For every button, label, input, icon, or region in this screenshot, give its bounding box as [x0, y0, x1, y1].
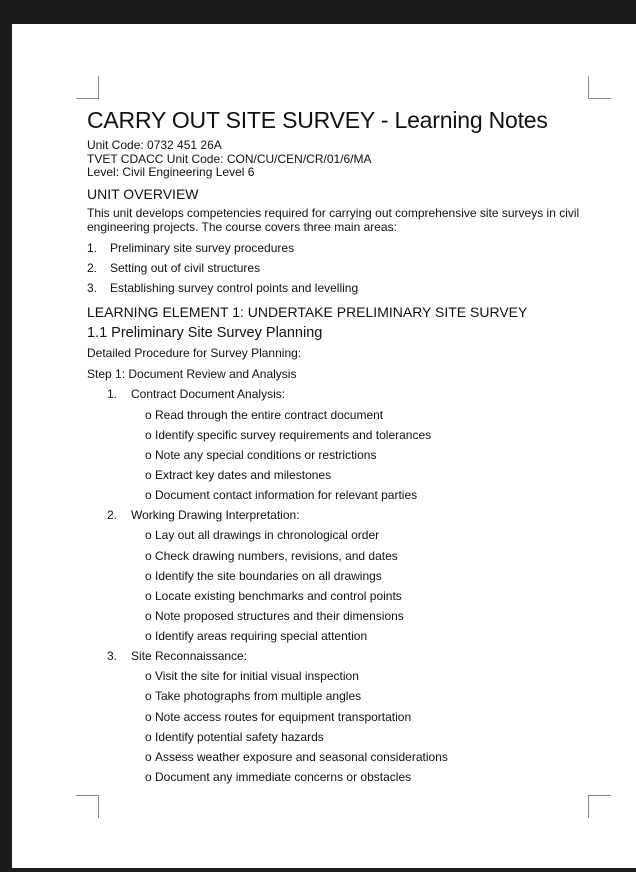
bullet-icon: o	[145, 447, 152, 462]
list-item-number: 3.	[87, 281, 98, 296]
list-item	[145, 525, 607, 545]
step-items-list	[87, 405, 607, 505]
document-page	[12, 24, 636, 868]
list-item	[145, 747, 607, 767]
level: Level: Civil Engineering Level 6	[87, 165, 255, 179]
crop-mark-top-left	[76, 76, 99, 99]
list-item-text: Identify the site boundaries on all drawings	[155, 568, 382, 583]
unit-overview-text: This unit develops competencies required for carrying out comprehensive site surveys in civil engineering projects. The course covers three main areas:	[87, 205, 580, 234]
list-item	[87, 278, 607, 298]
bullet-icon: o	[145, 769, 152, 784]
list-item	[145, 445, 607, 465]
bullet-icon: o	[145, 588, 152, 603]
document-title: CARRY OUT SITE SURVEY - Learning Notes	[87, 107, 548, 133]
unit-overview-heading: UNIT OVERVIEW	[87, 185, 199, 202]
list-item-text: Setting out of civil structures	[110, 260, 261, 275]
bullet-icon: o	[145, 669, 152, 684]
list-item	[145, 566, 607, 586]
bullet-icon: o	[145, 467, 152, 482]
crop-mark-top-right	[588, 76, 611, 99]
step-title: Site Reconnaissance:	[131, 649, 248, 664]
crop-mark-bottom-left	[76, 795, 99, 818]
bullet-icon: o	[145, 568, 152, 583]
unit-code: Unit Code: 0732 451 26A	[87, 138, 222, 152]
document-content	[87, 104, 607, 787]
bullet-icon: o	[145, 548, 152, 563]
bullet-icon: o	[145, 709, 152, 724]
list-item	[145, 666, 607, 686]
list-item-text: Read through the entire contract document	[155, 407, 384, 422]
list-item	[145, 425, 607, 445]
step-items-list	[87, 525, 607, 646]
step-working-drawing-interpretation	[107, 505, 607, 525]
list-item-text: Identify areas requiring special attention	[155, 628, 368, 643]
list-item	[145, 546, 607, 566]
list-item-text: Locate existing benchmarks and control points	[155, 588, 402, 603]
list-item-text: Assess weather exposure and seasonal considerations	[155, 749, 448, 764]
list-item	[145, 727, 607, 747]
list-item	[87, 238, 607, 258]
step-number: 3.	[107, 649, 118, 664]
list-item	[145, 686, 607, 706]
list-item-text: Lay out all drawings in chronological order	[155, 528, 380, 543]
bullet-icon: o	[145, 749, 152, 764]
list-item-text: Document contact information for relevant parties	[155, 488, 418, 503]
list-item-text: Extract key dates and milestones	[155, 467, 332, 482]
bullet-icon: o	[145, 488, 152, 503]
bullet-icon: o	[145, 427, 152, 442]
learning-element-heading: LEARNING ELEMENT 1: UNDERTAKE PRELIMINARY SITE SURVEY	[87, 304, 528, 321]
tvet-unit-code: TVET CDACC Unit Code: CON/CU/CEN/CR/01/6/MA	[87, 151, 372, 166]
step-heading	[107, 505, 607, 525]
step-number: 1.	[107, 387, 118, 402]
list-item-text: Identify potential safety hazards	[155, 729, 324, 744]
step-heading	[107, 384, 607, 404]
section-heading: 1.1 Preliminary Site Survey Planning	[87, 325, 323, 342]
list-item	[145, 626, 607, 646]
list-item-number: 2.	[87, 260, 98, 275]
crop-mark-bottom-right	[588, 795, 611, 818]
list-item-text: Note any special conditions or restrictions	[155, 447, 377, 462]
list-item-text: Note access routes for equipment transportation	[155, 709, 412, 724]
list-item-text: Visit the site for initial visual inspection	[155, 669, 359, 684]
step-site-reconnaissance	[107, 646, 607, 666]
list-item-text: Establishing survey control points and levelling	[110, 281, 359, 296]
bullet-icon: o	[145, 729, 152, 744]
step-heading	[107, 646, 607, 666]
step-contract-document-analysis	[107, 384, 607, 404]
list-item	[145, 405, 607, 425]
list-item	[145, 767, 607, 787]
list-item	[87, 258, 607, 278]
step-label: Step 1: Document Review and Analysis	[87, 366, 297, 381]
step-title: Working Drawing Interpretation:	[131, 508, 300, 523]
list-item-text: Note proposed structures and their dimensions	[155, 608, 404, 623]
bullet-icon: o	[145, 628, 152, 643]
procedure-label: Detailed Procedure for Survey Planning:	[87, 346, 302, 361]
list-item-text: Preliminary site survey procedures	[110, 240, 295, 255]
list-item	[145, 586, 607, 606]
step-title: Contract Document Analysis:	[131, 387, 286, 402]
list-item-text: Document any immediate concerns or obstacles	[155, 769, 412, 784]
bullet-icon: o	[145, 608, 152, 623]
list-item-text: Take photographs from multiple angles	[155, 689, 362, 704]
step-items-list	[87, 666, 607, 787]
list-item-text: Identify specific survey requirements and tolerances	[155, 427, 432, 442]
bullet-icon: o	[145, 407, 152, 422]
areas-list	[87, 238, 607, 299]
list-item-text: Check drawing numbers, revisions, and dates	[155, 548, 398, 563]
list-item	[145, 707, 607, 727]
bullet-icon: o	[145, 528, 152, 543]
list-item	[145, 606, 607, 626]
list-item	[145, 465, 607, 485]
step-number: 2.	[107, 508, 118, 523]
list-item	[145, 485, 607, 505]
bullet-icon: o	[145, 689, 152, 704]
list-item-number: 1.	[87, 240, 98, 255]
